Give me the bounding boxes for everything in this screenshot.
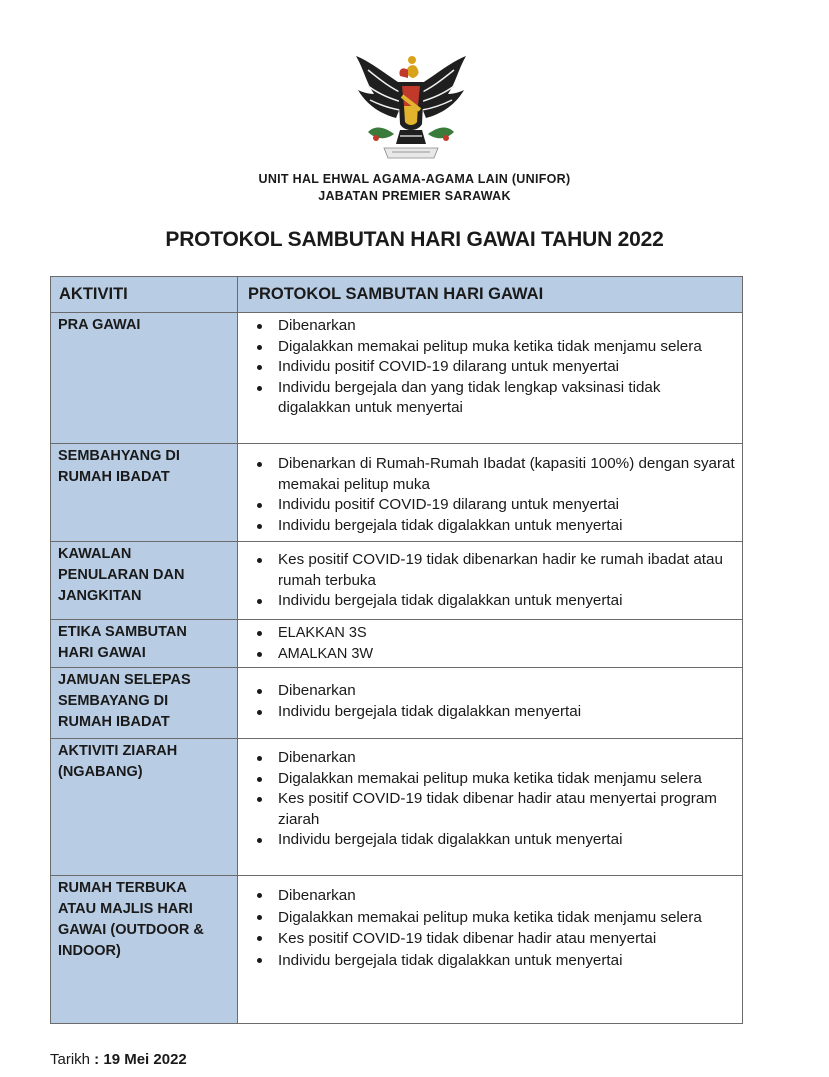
activity-line: JAMUAN SELEPAS [58, 672, 191, 688]
list-item: Individu positif COVID-19 dilarang untuk menyertai [278, 357, 736, 378]
list-item: AMALKAN 3W [278, 644, 736, 665]
list-item: Individu bergejala tidak digalakkan untuk menyertai [278, 516, 736, 537]
org-department-name: JABATAN PREMIER SARAWAK [318, 189, 511, 203]
activity-line: INDOOR) [58, 943, 121, 959]
activity-line: JANGKITAN [58, 588, 142, 604]
date-label: Tarikh [50, 1051, 91, 1068]
protocol-cell [238, 668, 743, 739]
protocol-cell [238, 444, 743, 542]
protocol-cell [238, 313, 743, 444]
list-item: Dibenarkan [278, 885, 736, 907]
activity-line: SEMBAHYANG DI [58, 448, 180, 464]
list-item: Dibenarkan [278, 748, 736, 769]
table-header-row [51, 277, 743, 313]
list-item: Digalakkan memakai pelitup muka ketika tidak menjamu selera [278, 337, 736, 358]
list-item: Kes positif COVID-19 tidak dibenarkan hadir ke rumah ibadat atau rumah terbuka [278, 550, 736, 591]
protocol-list [238, 876, 742, 974]
protocol-list [238, 542, 742, 615]
activity-line: ATAU MAJLIS HARI [58, 901, 193, 917]
table-row [51, 542, 743, 620]
list-item: Dibenarkan di Rumah-Rumah Ibadat (kapasiti 100%) dengan syarat memakai pelitup muka [278, 454, 736, 495]
activity-cell [51, 444, 238, 542]
activity-line: PENULARAN DAN [58, 567, 185, 583]
table-row [51, 313, 743, 444]
table-row [51, 668, 743, 739]
protocol-list [238, 620, 742, 667]
protocol-cell [238, 542, 743, 620]
protocol-list [238, 668, 742, 725]
list-item: Individu bergejala tidak digalakkan untuk menyertai [278, 591, 736, 612]
org-unit-name: UNIT HAL EHWAL AGAMA-AGAMA LAIN (UNIFOR) [258, 172, 571, 186]
activity-line: SEMBAYANG DI [58, 693, 169, 709]
table-row [51, 876, 743, 1024]
table-row [51, 739, 743, 876]
activity-cell [51, 313, 238, 444]
activity-line: GAWAI (OUTDOOR & [58, 922, 204, 938]
activity-line: AKTIVITI ZIARAH [58, 743, 178, 759]
activity-line: HARI GAWAI [58, 645, 146, 661]
protocol-list [238, 444, 742, 539]
list-item: Kes positif COVID-19 tidak dibenar hadir atau menyertai program ziarah [278, 789, 736, 830]
header-protocol: PROTOKOL SAMBUTAN HARI GAWAI [238, 277, 743, 313]
date-separator: : [90, 1051, 104, 1068]
table-row [51, 444, 743, 542]
protocol-cell [238, 876, 743, 1024]
protocol-list [238, 313, 742, 422]
protocol-cell [238, 739, 743, 876]
activity-line: RUMAH IBADAT [58, 714, 170, 730]
list-item: Individu bergejala tidak digalakkan menyertai [278, 702, 736, 723]
list-item: Dibenarkan [278, 316, 736, 337]
protocol-table [50, 276, 743, 1024]
list-item: Digalakkan memakai pelitup muka ketika tidak menjamu selera [278, 907, 736, 929]
list-item: Individu bergejala tidak digalakkan untuk menyertai [278, 950, 736, 972]
activity-cell [51, 876, 238, 1024]
list-item: Individu positif COVID-19 dilarang untuk menyertai [278, 495, 736, 516]
activity-line: PRA GAWAI [58, 317, 141, 333]
list-item: Digalakkan memakai pelitup muka ketika tidak menjamu selera [278, 769, 736, 790]
activity-line: RUMAH TERBUKA [58, 880, 187, 896]
activity-cell [51, 542, 238, 620]
list-item: Individu bergejala dan yang tidak lengkap vaksinasi tidak digalakkan untuk menyertai [278, 378, 736, 419]
document-title: PROTOKOL SAMBUTAN HARI GAWAI TAHUN 2022 [165, 228, 664, 251]
activity-cell [51, 620, 238, 668]
activity-line: (NGABANG) [58, 764, 143, 780]
header-activity: AKTIVITI [51, 277, 238, 313]
list-item: ELAKKAN 3S [278, 623, 736, 644]
activity-cell [51, 668, 238, 739]
protocol-list [238, 739, 742, 854]
list-item: Individu bergejala tidak digalakkan untuk menyertai [278, 830, 736, 851]
list-item: Dibenarkan [278, 681, 736, 702]
protocol-cell [238, 620, 743, 668]
date-value: 19 Mei 2022 [103, 1051, 187, 1068]
activity-line: KAWALAN [58, 546, 132, 562]
list-item: Kes positif COVID-19 tidak dibenar hadir atau menyertai [278, 928, 736, 950]
coat-of-arms-icon [350, 48, 472, 170]
table-row [51, 620, 743, 668]
activity-line: RUMAH IBADAT [58, 469, 170, 485]
activity-cell [51, 739, 238, 876]
document-date [50, 1051, 187, 1068]
activity-line: ETIKA SAMBUTAN [58, 624, 187, 640]
